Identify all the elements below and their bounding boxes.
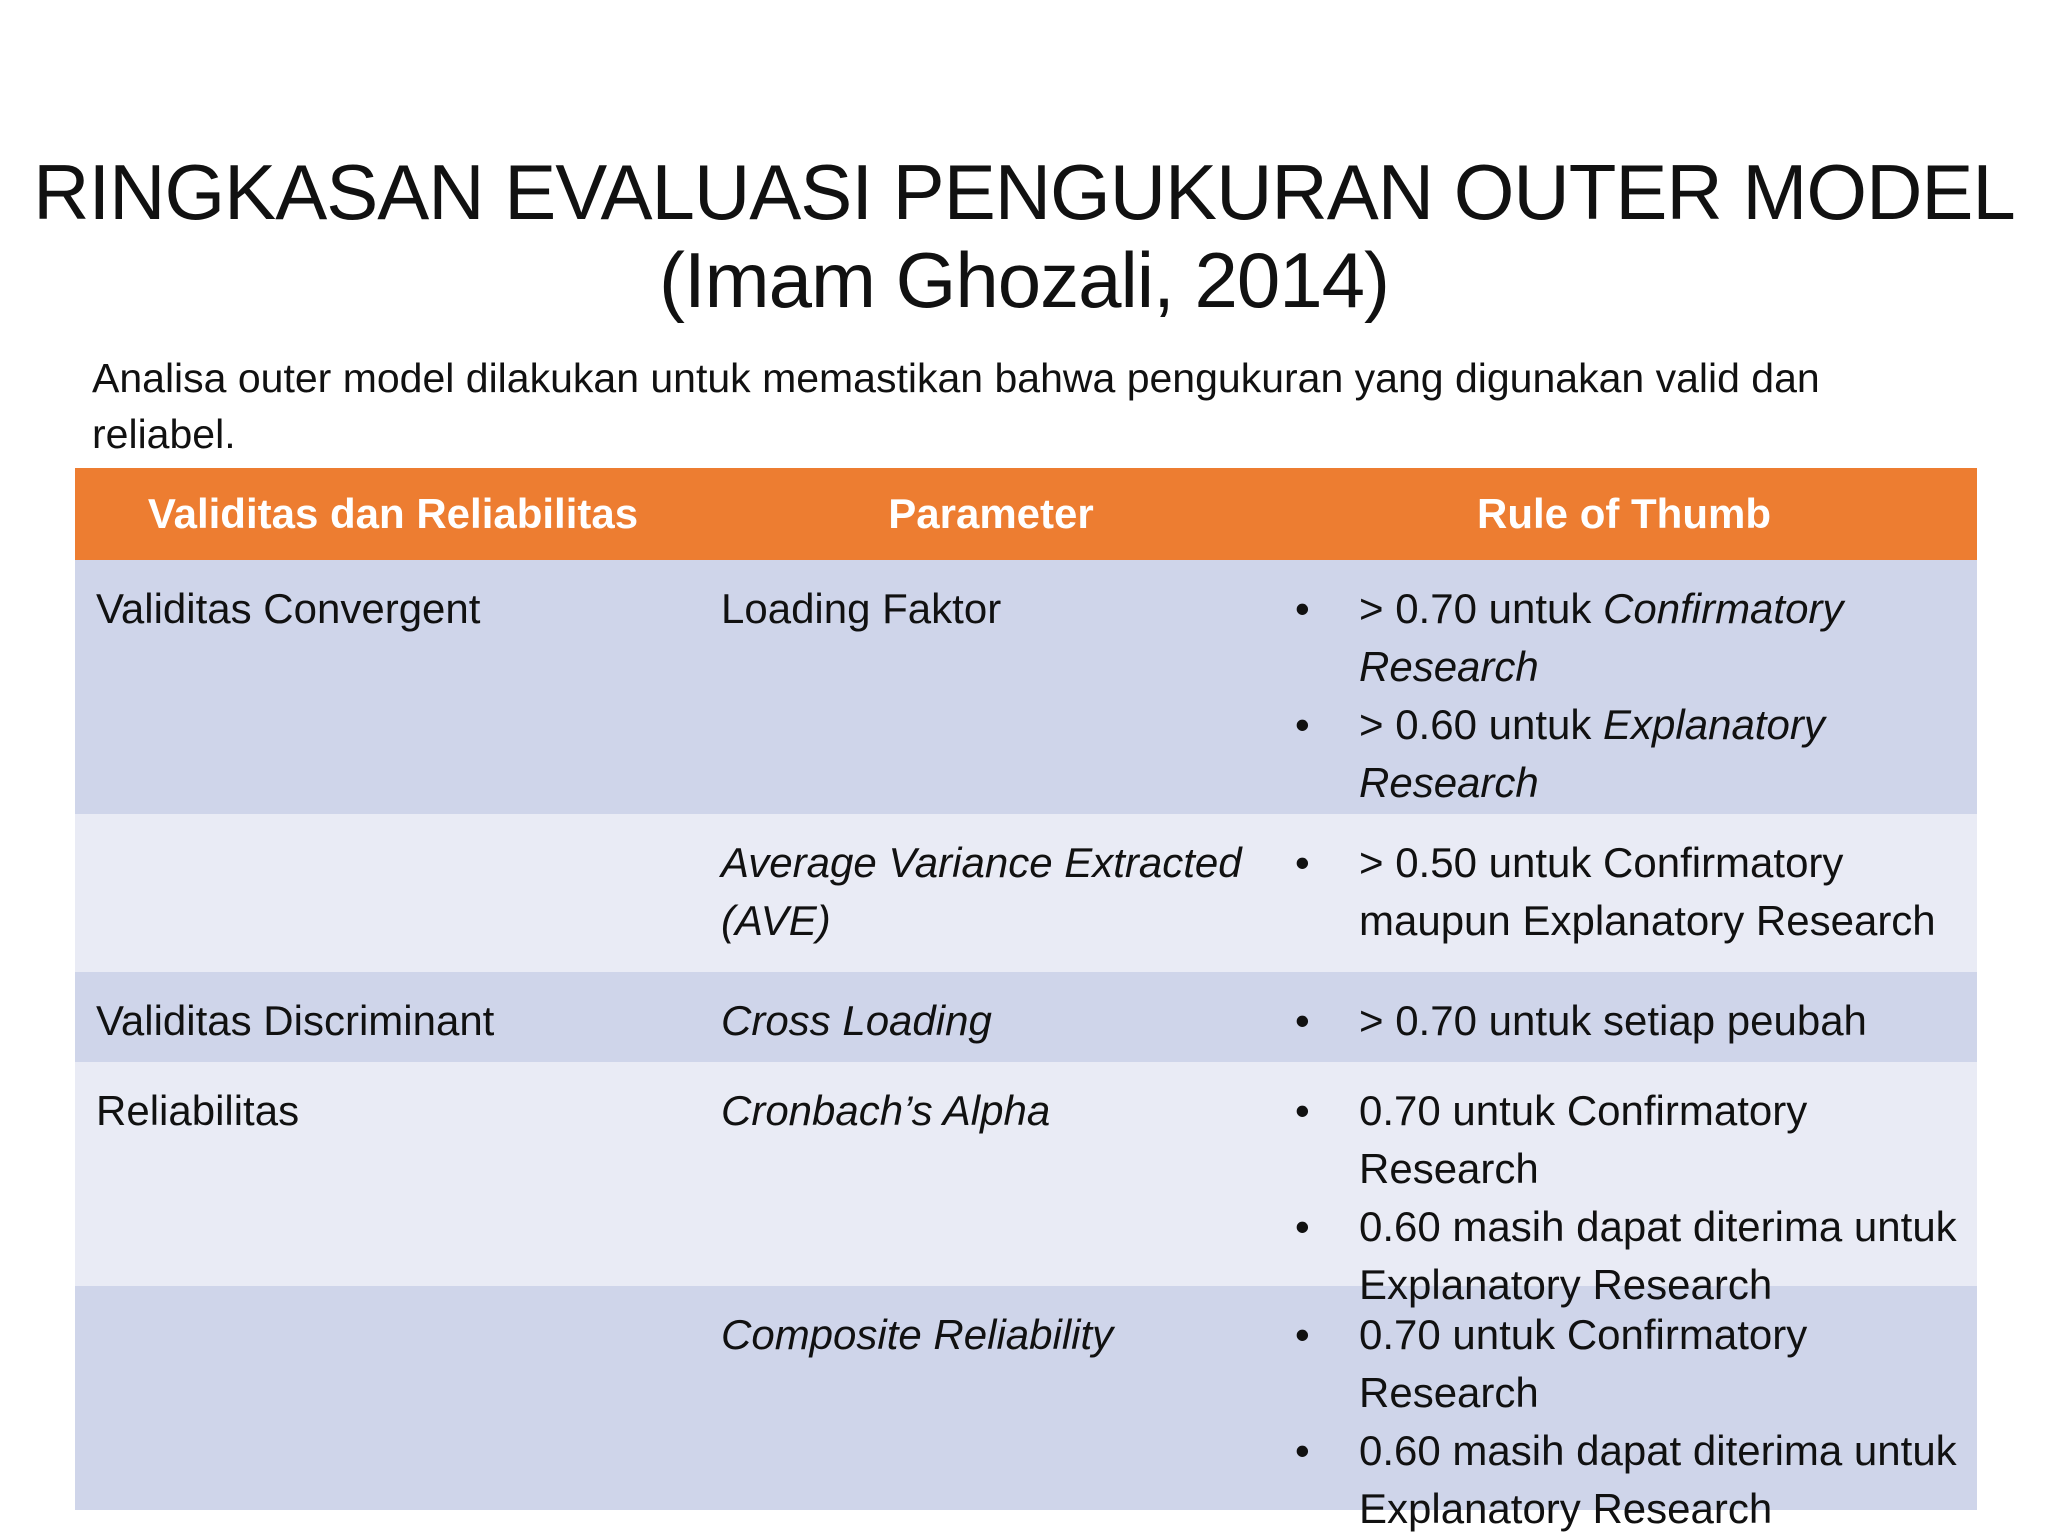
category-cell [75,1306,711,1510]
bullet-icon: • [1295,1311,1310,1358]
bullet-icon: • [1295,1427,1310,1474]
table-row [75,1286,1977,1532]
rule-item [1295,696,1977,812]
parameter-cell: Loading Faktor [721,585,1002,632]
table-row [75,814,1977,972]
bullet-icon: • [1295,997,1310,1044]
rule-cell [1271,1306,1977,1532]
rule-item [1295,1082,1977,1198]
table-row [75,972,1977,1062]
category-cell: Validitas Discriminant [96,997,495,1044]
slide-title-line-2: (Imam Ghozali, 2014) [659,236,1389,324]
rule-list [1295,992,1977,1050]
rule-text: 0.60 masih dapat diterima untuk Explanatory Research [1359,1203,1957,1308]
rule-text: > 0.70 untuk [1359,585,1604,632]
rule-item [1295,1198,1977,1314]
bullet-icon: • [1295,1203,1310,1250]
rule-item [1295,580,1977,696]
parameter-cell: Cronbach’s Alpha [721,1087,1051,1134]
header-validity-reliability: Validitas dan Reliabilitas [147,490,639,537]
rule-text: > 0.70 untuk setiap peubah [1359,997,1867,1044]
evaluation-table [75,468,1977,1532]
rule-text: > 0.60 untuk [1359,701,1604,748]
rule-list [1295,1082,1977,1314]
category-cell: Validitas Convergent [96,585,481,632]
rule-list [1295,580,1977,812]
rule-text: 0.70 untuk Confirmatory Research [1359,1087,1808,1192]
rule-text: 0.60 masih dapat diterima untuk Explanatory Research [1359,1427,1957,1532]
category-cell: Reliabilitas [96,1087,300,1134]
rule-text: 0.70 untuk Confirmatory Research [1359,1311,1808,1416]
bullet-icon: • [1295,839,1310,886]
table-header-row [75,468,1977,560]
rule-emphasis: Confirmatory Research [1359,585,1844,690]
rule-cell [1271,580,1977,814]
rule-item [1295,834,1977,950]
bullet-icon: • [1295,585,1310,632]
rule-cell [1271,1082,1977,1308]
parameter-cell: Cross Loading [721,997,992,1044]
category-cell [75,834,711,972]
header-parameter: Parameter [888,490,1094,537]
intro-paragraph: Analisa outer model dilakukan untuk memastikan bahwa pengukuran yang digunakan valid dan reliabel. [92,355,1820,457]
rule-text: > 0.50 untuk Confirmatory maupun Explanatory Research [1359,839,1936,944]
rule-cell [1271,834,1977,972]
rule-cell [1271,992,1977,1062]
rule-list [1295,1306,1977,1538]
rule-item [1295,992,1977,1050]
rule-item [1295,1306,1977,1422]
rule-emphasis: Explanatory Research [1359,701,1825,806]
header-rule-of-thumb: Rule of Thumb [1477,490,1771,537]
parameter-cell: Average Variance Extracted (AVE) [721,839,1242,944]
rule-item [1295,1422,1977,1538]
table-row [75,1062,1977,1308]
table-row [75,560,1977,814]
bullet-icon: • [1295,701,1310,748]
slide-title [0,148,2048,324]
slide-title-line-1: RINGKASAN EVALUASI PENGUKURAN OUTER MODEL [33,148,2015,236]
parameter-cell: Composite Reliability [721,1311,1114,1358]
rule-list [1295,834,1977,950]
bullet-icon: • [1295,1087,1310,1134]
